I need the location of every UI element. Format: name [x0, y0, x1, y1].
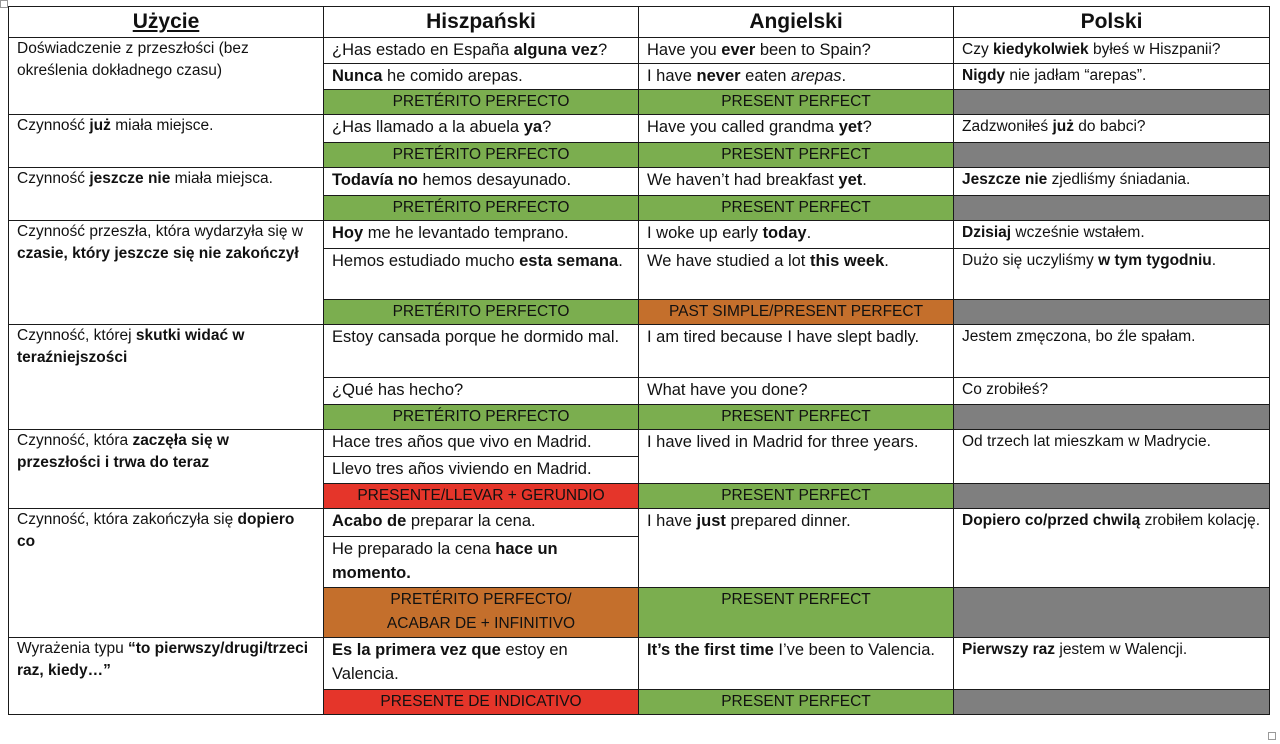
polish-tense-blank — [954, 405, 1270, 430]
english-cell — [639, 115, 954, 143]
english-cell — [639, 221, 954, 249]
text-run: Hemos estudiado mucho — [332, 252, 520, 270]
polish-cell — [954, 38, 1270, 64]
text-run: hemos desayunado. — [417, 171, 572, 189]
bold-text: Es la primera vez que — [332, 641, 501, 659]
text-run: Jestem zmęczona, bo źle spałam. — [962, 328, 1196, 345]
usage-cell — [9, 325, 324, 430]
text-run: What have you done? — [647, 381, 808, 399]
bold-text: Pierwszy raz — [962, 641, 1056, 658]
spanish-tense-label: PRETÉRITO PERFECTO — [324, 90, 639, 115]
usage-cell — [9, 430, 324, 509]
bold-text: już — [1052, 118, 1074, 135]
spanish-cell — [324, 221, 639, 249]
bold-text: “to pierwszy/drugi/trzeci raz, kiedy…” — [17, 640, 309, 679]
text-run: Have you — [647, 41, 722, 59]
header-spanish: Hiszpański — [324, 7, 639, 38]
text-run: I have lived in Madrid for three years. — [647, 433, 919, 451]
polish-cell — [954, 115, 1270, 143]
header-usage: Użycie — [9, 7, 324, 38]
spanish-cell — [324, 249, 639, 300]
text-run: ¿Has llamado a la abuela — [332, 118, 524, 136]
text-run: nie jadłam “arepas”. — [1005, 67, 1147, 84]
text-run: I am tired because I have slept badly. — [647, 328, 920, 346]
bold-text: Dopiero co/przed chwilą — [962, 512, 1141, 529]
text-run: he comido arepas. — [382, 67, 523, 85]
bold-text: yet — [838, 118, 863, 136]
text-run: byłeś w Hiszpanii? — [1088, 41, 1221, 58]
polish-cell — [954, 325, 1270, 378]
english-tense-label: PRESENT PERFECT — [639, 588, 954, 638]
polish-tense-blank — [954, 484, 1270, 509]
text-run: We haven’t had breakfast — [647, 171, 839, 189]
text-run: Hace tres años que vivo en Madrid. — [332, 433, 592, 451]
text-run: Czynność przeszła, która wydarzyła się w — [17, 223, 303, 240]
table-row — [9, 115, 1270, 143]
english-cell — [639, 638, 954, 690]
text-run: miała miejsce. — [110, 117, 214, 134]
bold-text: ever — [721, 41, 756, 59]
bold-text: Nunca — [332, 67, 383, 85]
bold-text: czasie, który jeszcze się nie zakończył — [17, 245, 299, 262]
english-cell — [639, 430, 954, 484]
text-run: We have studied a lot — [647, 252, 810, 270]
polish-cell — [954, 509, 1270, 588]
bold-text: today — [762, 224, 807, 242]
header-english: Angielski — [639, 7, 954, 38]
spanish-cell — [324, 325, 639, 378]
polish-cell — [954, 378, 1270, 405]
bold-text: kiedykolwiek — [993, 41, 1089, 58]
text-run: Czynność — [17, 117, 90, 134]
text-run: do babci? — [1074, 118, 1146, 135]
bold-text: skutki widać w teraźniejszości — [17, 327, 245, 366]
spanish-cell — [324, 115, 639, 143]
text-run: ? — [598, 41, 608, 59]
polish-cell — [954, 168, 1270, 196]
spanish-cell — [324, 378, 639, 405]
text-run: wcześnie wstałem. — [1011, 224, 1145, 241]
bold-text: ya — [523, 118, 543, 136]
bold-text: alguna vez — [513, 41, 598, 59]
spanish-tense-label: PRETÉRITO PERFECTO — [324, 196, 639, 221]
bold-text: esta semana — [519, 252, 619, 270]
text-run: Have you called grandma — [647, 118, 839, 136]
spanish-tense-label: PRESENTE/LLEVAR + GERUNDIO — [324, 484, 639, 509]
text-run: Czynność — [17, 170, 90, 187]
bold-text: just — [696, 512, 726, 530]
polish-cell — [954, 64, 1270, 90]
spanish-tense-label: PRESENTE DE INDICATIVO — [324, 690, 639, 715]
usage-cell — [9, 168, 324, 221]
polish-cell — [954, 638, 1270, 690]
english-tense-label: PAST SIMPLE/PRESENT PERFECT — [639, 300, 954, 325]
spanish-cell — [324, 638, 639, 690]
table-row — [9, 430, 1270, 457]
spanish-cell — [324, 38, 639, 64]
usage-cell — [9, 115, 324, 168]
text-run: . — [884, 252, 889, 270]
header-row — [9, 7, 1270, 38]
text-run: Wyrażenia typu — [17, 640, 128, 657]
selection-handle-top-left[interactable] — [0, 0, 8, 8]
text-run: I have — [647, 67, 697, 85]
text-run: . — [1211, 252, 1217, 269]
text-run: jestem w Walencji. — [1055, 641, 1188, 658]
text-run: Estoy cansada porque he dormido mal. — [332, 328, 620, 346]
bold-text: Nigdy — [962, 67, 1006, 84]
table-row — [9, 325, 1270, 378]
table-row — [9, 509, 1270, 537]
text-run: zrobiłem kolację. — [1140, 512, 1261, 529]
text-run: miała miejsca. — [170, 170, 273, 187]
selection-handle-bottom-right[interactable] — [1268, 732, 1276, 740]
english-cell — [639, 325, 954, 378]
english-cell — [639, 249, 954, 300]
tense-line: ACABAR DE + INFINITIVO — [386, 615, 576, 632]
text-run: Czynność, która zakończyła się — [17, 511, 238, 528]
english-cell — [639, 509, 954, 588]
polish-tense-blank — [954, 690, 1270, 715]
english-tense-label: PRESENT PERFECT — [639, 484, 954, 509]
polish-cell — [954, 221, 1270, 249]
bold-text: już — [89, 117, 111, 134]
spanish-cell — [324, 537, 639, 588]
bold-text: w tym tygodniu — [1098, 252, 1212, 269]
table-row — [9, 168, 1270, 196]
bold-text: zaczęła się w przeszłości i trwa do teraz — [17, 432, 229, 471]
text-run: prepared dinner. — [725, 512, 851, 530]
bold-text: Dzisiaj — [962, 224, 1012, 241]
bold-text: Acabo de — [332, 512, 407, 530]
spanish-tense-label: PRETÉRITO PERFECTO — [324, 143, 639, 168]
usage-cell — [9, 638, 324, 715]
text-run: Czynność, której — [17, 327, 136, 344]
text-run: I woke up early — [647, 224, 763, 242]
polish-cell — [954, 249, 1270, 300]
bold-text: jeszcze nie — [89, 170, 171, 187]
italic-text: arepas — [791, 67, 842, 85]
text-run: I have — [647, 512, 697, 530]
grammar-comparison-table — [8, 6, 1270, 715]
spanish-tense-label — [324, 588, 639, 638]
bold-text: It’s the first time — [647, 641, 774, 659]
text-run: He preparado la cena — [332, 540, 496, 558]
table-row — [9, 638, 1270, 690]
spanish-cell — [324, 430, 639, 457]
spanish-cell — [324, 509, 639, 537]
text-run: Zadzwoniłeś — [962, 118, 1053, 135]
spanish-cell — [324, 168, 639, 196]
text-run: . — [841, 67, 847, 85]
usage-cell — [9, 509, 324, 638]
english-cell — [639, 64, 954, 90]
english-tense-label: PRESENT PERFECT — [639, 196, 954, 221]
bold-text: this week — [809, 252, 885, 270]
spanish-cell — [324, 64, 639, 90]
polish-cell — [954, 430, 1270, 484]
polish-tense-blank — [954, 196, 1270, 221]
text-run: I’ve been to Valencia. — [773, 641, 935, 659]
text-run: Czy — [962, 41, 993, 58]
english-tense-label: PRESENT PERFECT — [639, 90, 954, 115]
bold-text: dopiero co — [17, 511, 295, 550]
text-run: Czynność, która — [17, 432, 133, 449]
bold-text: hace un momento. — [332, 540, 558, 582]
text-run: Dużo się uczyliśmy — [962, 252, 1099, 269]
usage-cell — [9, 221, 324, 325]
text-run: estoy en Valencia. — [332, 641, 568, 683]
bold-text: Todavía no — [332, 171, 418, 189]
text-run: Llevo tres años viviendo en Madrid. — [332, 460, 592, 478]
text-run: ? — [542, 118, 552, 136]
polish-tense-blank — [954, 90, 1270, 115]
text-run: ? — [862, 118, 872, 136]
spanish-tense-label: PRETÉRITO PERFECTO — [324, 300, 639, 325]
header-polish: Polski — [954, 7, 1270, 38]
polish-tense-blank — [954, 300, 1270, 325]
text-run: been to Spain? — [755, 41, 871, 59]
english-tense-label: PRESENT PERFECT — [639, 405, 954, 430]
bold-text: never — [696, 67, 741, 85]
text-run: Doświadczenie z przeszłości (bez określenia dokładnego czasu) — [17, 40, 249, 79]
polish-tense-blank — [954, 588, 1270, 638]
text-run: preparar la cena. — [406, 512, 536, 530]
text-run: Od trzech lat mieszkam w Madrycie. — [962, 433, 1211, 450]
text-run: zjedliśmy śniadania. — [1047, 171, 1191, 188]
text-run: . — [618, 252, 623, 270]
text-run: me he levantado temprano. — [363, 224, 569, 242]
english-tense-label: PRESENT PERFECT — [639, 143, 954, 168]
english-cell — [639, 168, 954, 196]
spanish-cell — [324, 457, 639, 484]
table-row — [9, 221, 1270, 249]
text-run: . — [806, 224, 812, 242]
english-cell — [639, 378, 954, 405]
usage-cell — [9, 38, 324, 115]
bold-text: Jeszcze nie — [962, 171, 1048, 188]
text-run: ¿Has estado en España — [332, 41, 514, 59]
text-run: eaten — [740, 67, 792, 85]
table-row — [9, 38, 1270, 64]
bold-text: Hoy — [332, 224, 364, 242]
tense-line: PRETÉRITO PERFECTO/ — [390, 591, 572, 608]
english-cell — [639, 38, 954, 64]
text-run: Co zrobiłeś? — [962, 381, 1049, 398]
spanish-tense-label: PRETÉRITO PERFECTO — [324, 405, 639, 430]
text-run: ¿Qué has hecho? — [332, 381, 464, 399]
polish-tense-blank — [954, 143, 1270, 168]
english-tense-label: PRESENT PERFECT — [639, 690, 954, 715]
text-run: . — [862, 171, 867, 189]
bold-text: yet — [838, 171, 863, 189]
